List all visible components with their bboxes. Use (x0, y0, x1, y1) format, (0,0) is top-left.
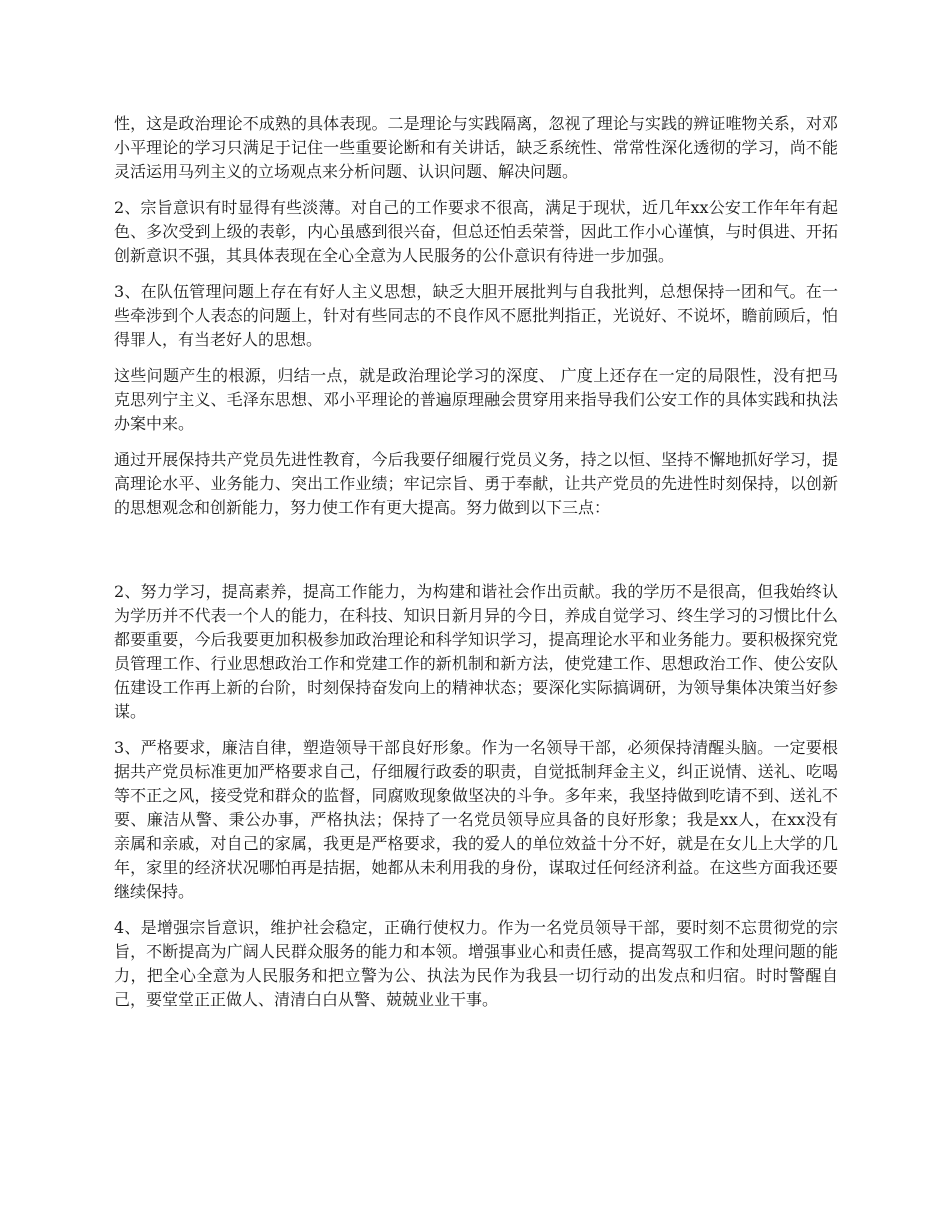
paragraph: 2、努力学习，提高素养，提高工作能力，为构建和谐社会作出贡献。我的学历不是很高，但我始终认为学历并不代表一个人的能力，在科技、知识日新月异的今日，养成自觉学习、终生学习的习惯比什么都要重要，今后我要更加积极参加政治理论和科学知识学习，提高理论水平和业务能力。要积极探究党员管理工作、行业思想政治工作和党建工作的新机制和新方法，使党建工作、思想政治工作、使公安队伍建设工作再上新的台阶，时刻保持奋发向上的精神状态；要深化实际搞调研，为领导集体决策当好参谋。 (114, 582, 838, 721)
paragraph: 性，这是政治理论不成熟的具体表现。二是理论与实践隔离，忽视了理论与实践的辨证唯物关系，对邓小平理论的学习只满足于记住一些重要论断和有关讲话，缺乏系统性、常常性深化透彻的学习，尚不能灵活运用马列主义的立场观点来分析问题、认识问题、解决问题。 (114, 114, 838, 181)
paragraph: 3、严格要求，廉洁自律，塑造领导干部良好形象。作为一名领导干部，必须保持清醒头脑。一定要根据共产党员标准更加严格要求自己，仔细履行政委的职责，自觉抵制拜金主义，纠正说情、送礼、吃喝等不正之风，接受党和群众的监督，同腐败现象做坚决的斗争。多年来，我坚持做到吃请不到、送礼不要、廉洁从警、秉公办事，严格执法；保持了一名党员领导应具备的良好形象；我是xx人，在xx没有亲属和亲戚，对自己的家属，我更是严格要求，我的爱人的单位效益十分不好，就是在女儿上大学的几年，家里的经济状况哪怕再是拮据，她都从未利用我的身份，谋取过任何经济利益。在这些方面我还要继续保持。 (114, 738, 838, 901)
paragraph: 通过开展保持共产党员先进性教育，今后我要仔细履行党员义务，持之以恒、坚持不懈地抓好学习，提高理论水平、业务能力、突出工作业绩；牢记宗旨、勇于奉献，让共产党员的先进性时刻保持，以创新的思想观念和创新能力，努力使工作有更大提高。努力做到以下三点： (114, 450, 838, 517)
paragraph: 2、宗旨意识有时显得有些淡薄。对自己的工作要求不很高，满足于现状，近几年xx公安工作年年有起色、多次受到上级的表彰，内心虽感到很兴奋，但总还怕丢荣誉，因此工作小心谨慎，与时俱进、开拓创新意识不强，其具体表现在全心全意为人民服务的公仆意识有待进一步加强。 (114, 198, 838, 265)
document-body (114, 112, 838, 1024)
paragraph: 4、是增强宗旨意识，维护社会稳定，正确行使权力。作为一名党员领导干部，要时刻不忘贯彻党的宗旨，不断提高为广阔人民群众服务的能力和本领。增强事业心和责任感，提高驾驭工作和处理问题的能力，把全心全意为人民服务和把立警为公、执法为民作为我县一切行动的出发点和归宿。时时警醒自己，要堂堂正正做人、清清白白从警、兢兢业业干事。 (114, 918, 838, 1009)
paragraph: 3、在队伍管理问题上存在有好人主义思想，缺乏大胆开展批判与自我批判，总想保持一团和气。在一些牵涉到个人表态的问题上，针对有些同志的不良作风不愿批判指正，光说好、不说坏，瞻前顾后，怕得罪人，有当老好人的思想。 (114, 282, 838, 349)
paragraph: 这些问题产生的根源，归结一点，就是政治理论学习的深度、 广度上还存在一定的局限性，没有把马克思列宁主义、毛泽东思想、邓小平理论的普遍原理融会贯穿用来指导我们公安工作的具体实践和执法办案中来。 (114, 366, 838, 433)
